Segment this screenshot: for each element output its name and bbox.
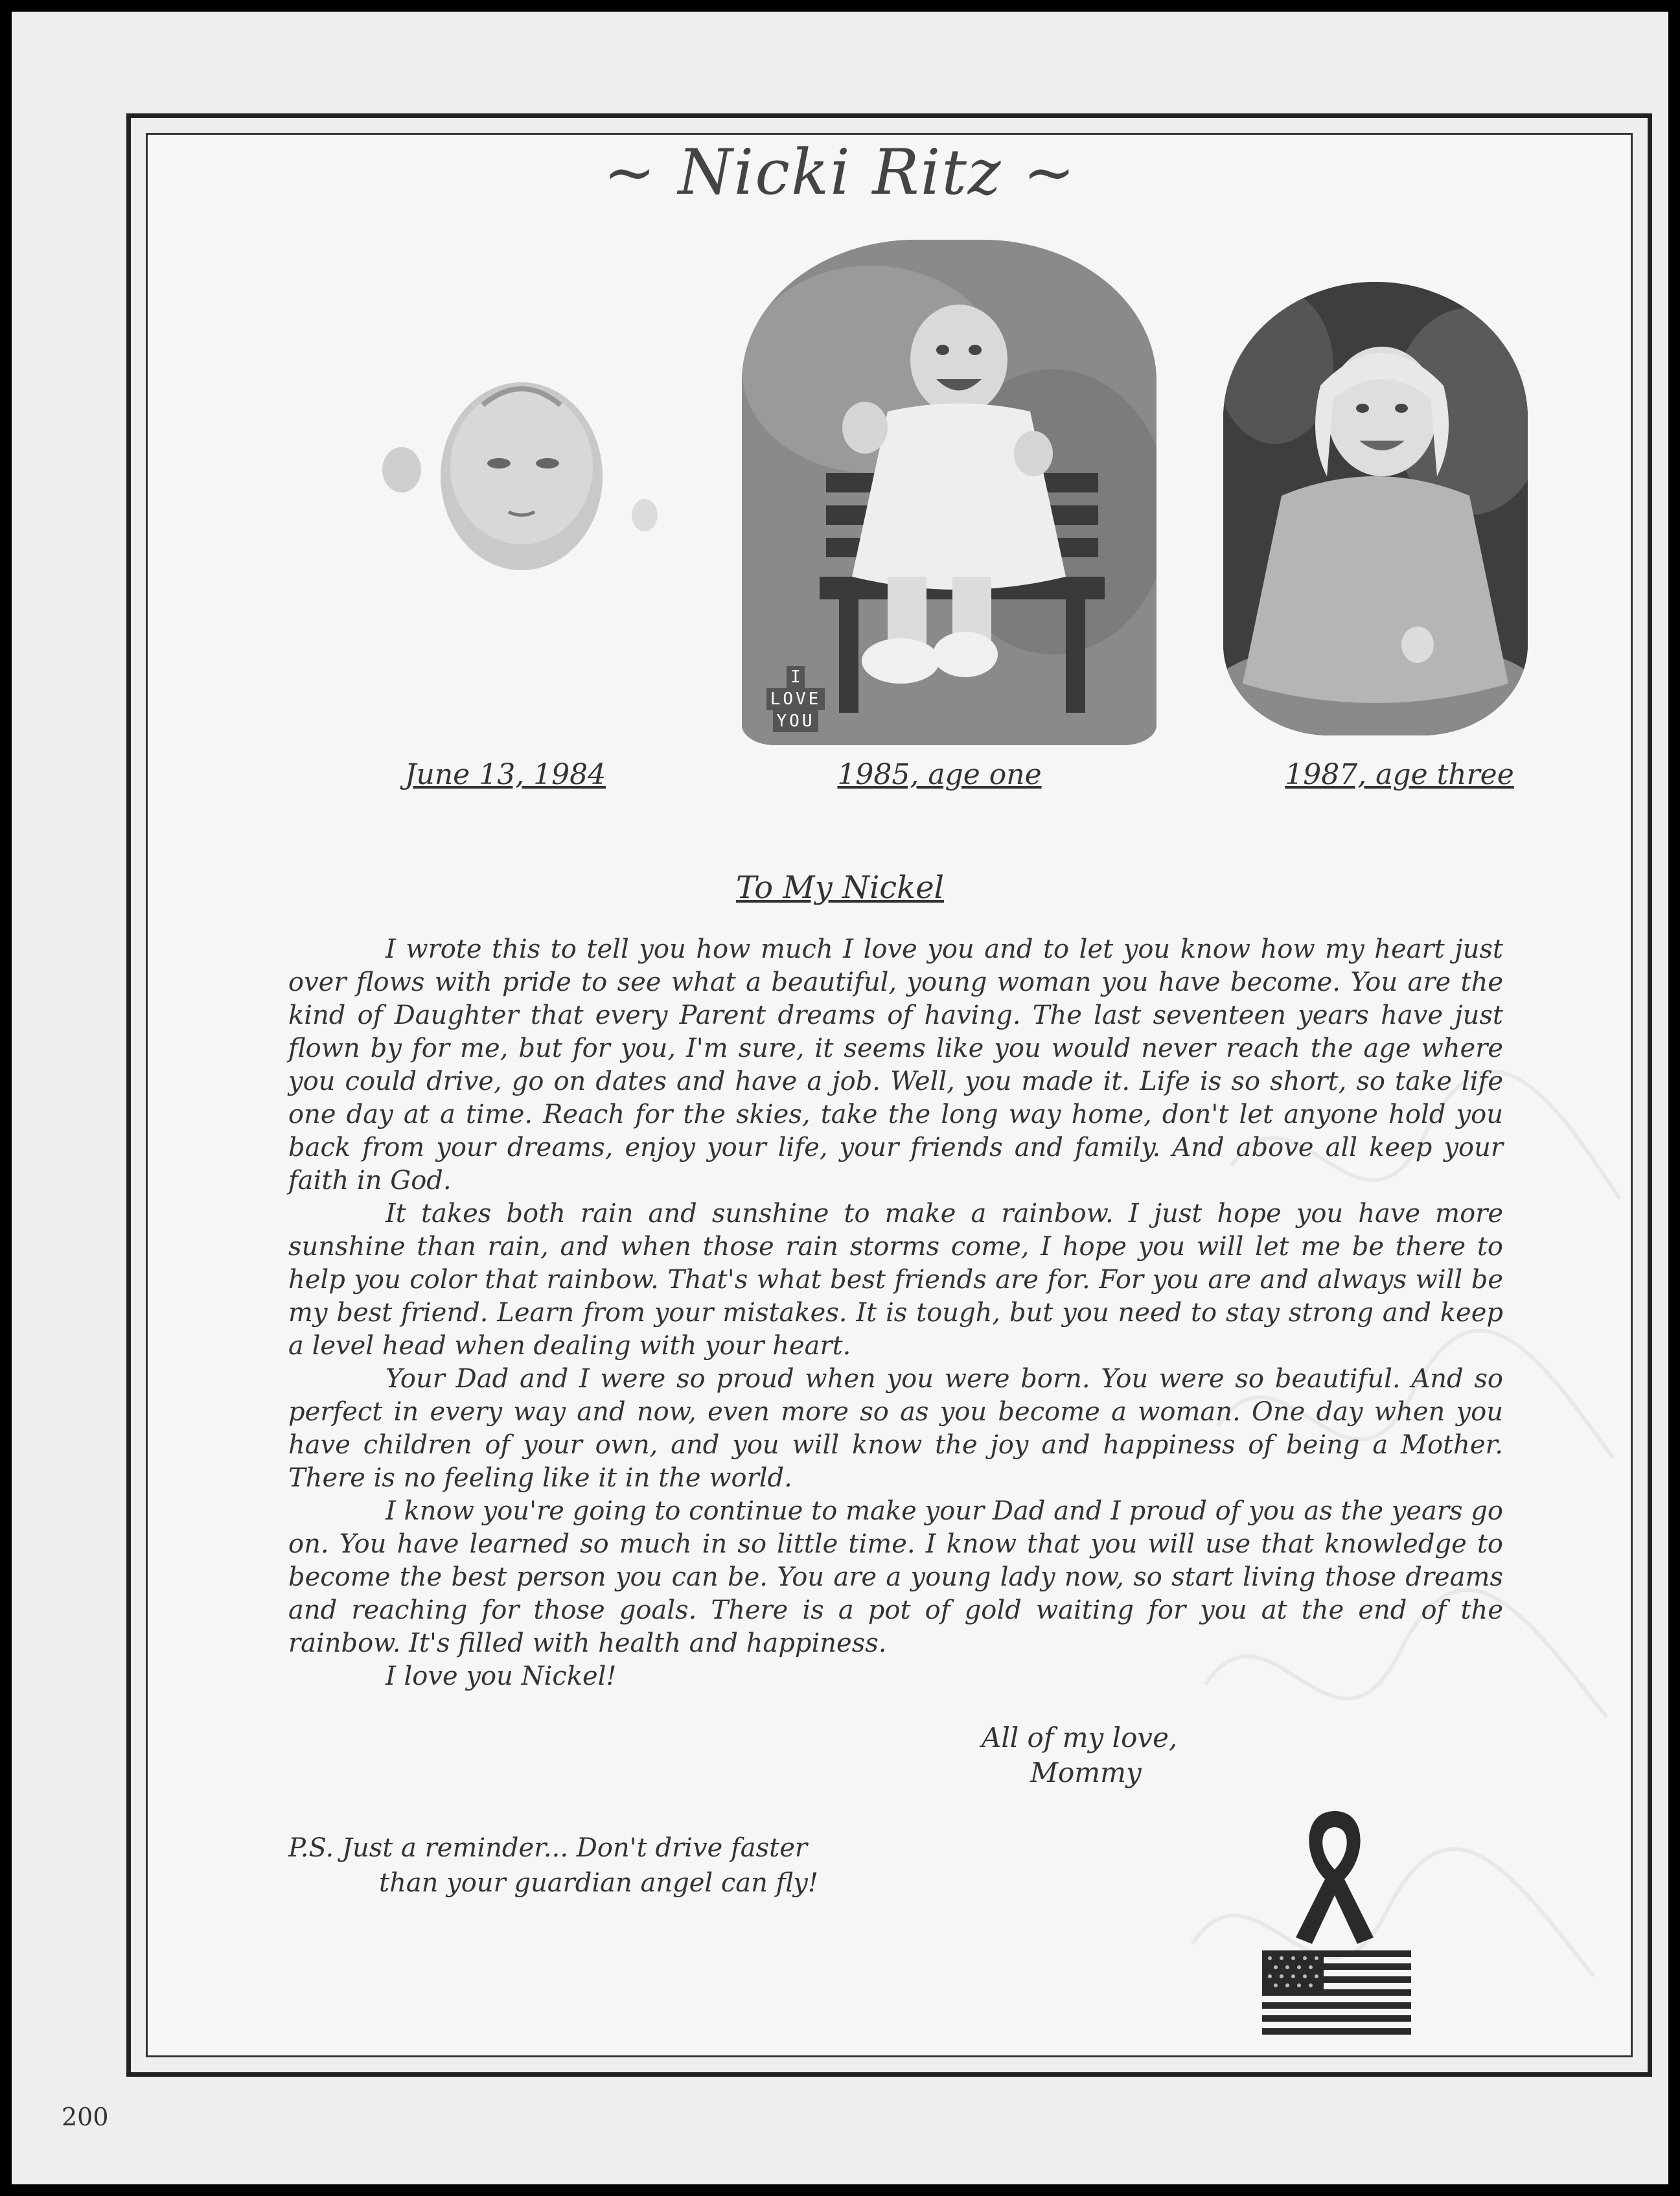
caption-age-three: 1987, age three <box>1285 758 1514 791</box>
letter-paragraph: I love you Nickel! <box>385 1661 617 1691</box>
letter-heading: To My Nickel <box>735 870 945 906</box>
letter-paragraph: I know you're going to continue to make your Dad and I proud of you as the years go on. You have learned so much in so little time. I know that you will use that knowledge to become the best person you can be. You are a young lady now, so start living those dreams and reaching for those goals. There is a pot of gold waiting for you at the end of the rainbow. It's filled with health and happiness. <box>288 1496 1503 1658</box>
american-flag-icon <box>1262 1950 1411 2035</box>
signature: Mommy <box>1030 1757 1142 1788</box>
newborn-image <box>373 360 667 599</box>
awareness-ribbon-icon <box>1289 1798 1380 1947</box>
caption-newborn: June 13, 1984 <box>404 758 606 791</box>
letter-body <box>288 933 1503 1693</box>
postscript <box>288 1831 871 1901</box>
block-you: YOU <box>773 710 819 732</box>
block-i: I <box>787 666 805 688</box>
closing-line: All of my love, <box>982 1722 1178 1753</box>
letter-paragraph: It takes both rain and sunshine to make a rainbow. I just hope you have more sunshine than rain, and when those rain storms come, I hope you will let me be there to help you color that rainbow. That's what best friends are for. For you are and always will be my best friend. Learn from your mistakes. It is tough, but you need to stay strong and keep a level head when dealing with your heart. <box>288 1199 1503 1361</box>
block-love: LOVE <box>766 688 825 710</box>
letter-paragraph: I wrote this to tell you how much I love you and to let you know how my heart just over flows with pride to see what a beautiful, young woman you have become. You are the kind of Daughter that every Parent dreams of having. The last seventeen years have just flown by for me, but for you, I'm sure, it seems like you would never reach the age where you could drive, go on dates and have a job. Well, you made it. Life is so short, so take life one day at a time. Reach for the skies, take the long way home, don't let anyone hold you back from your dreams, enjoy your life, your friends and family. And above all keep your faith in God. <box>288 934 1503 1196</box>
postscript-line-1: P.S. Just a reminder... Don't drive faster <box>288 1833 807 1863</box>
postscript-line-2: than your guardian angel can fly! <box>379 1868 818 1898</box>
blocks <box>754 666 838 732</box>
photo-age-three <box>1223 282 1528 735</box>
caption-age-one: 1985, age one <box>837 758 1042 791</box>
photo-age-one <box>742 240 1156 745</box>
page-title: ~ Nicki Ritz ~ <box>603 136 1077 209</box>
photo-newborn <box>373 360 667 599</box>
letter-paragraph: Your Dad and I were so proud when you were born. You were so beautiful. And so perfect in every way and now, even more so as you become a woman. One day when you have children of your own, and you will know the joy and happiness of being a Mother. There is no feeling like it in the world. <box>288 1364 1503 1493</box>
signoff <box>982 1720 1254 1790</box>
page-number: 200 <box>62 2103 109 2131</box>
age-three-image <box>1223 282 1528 735</box>
